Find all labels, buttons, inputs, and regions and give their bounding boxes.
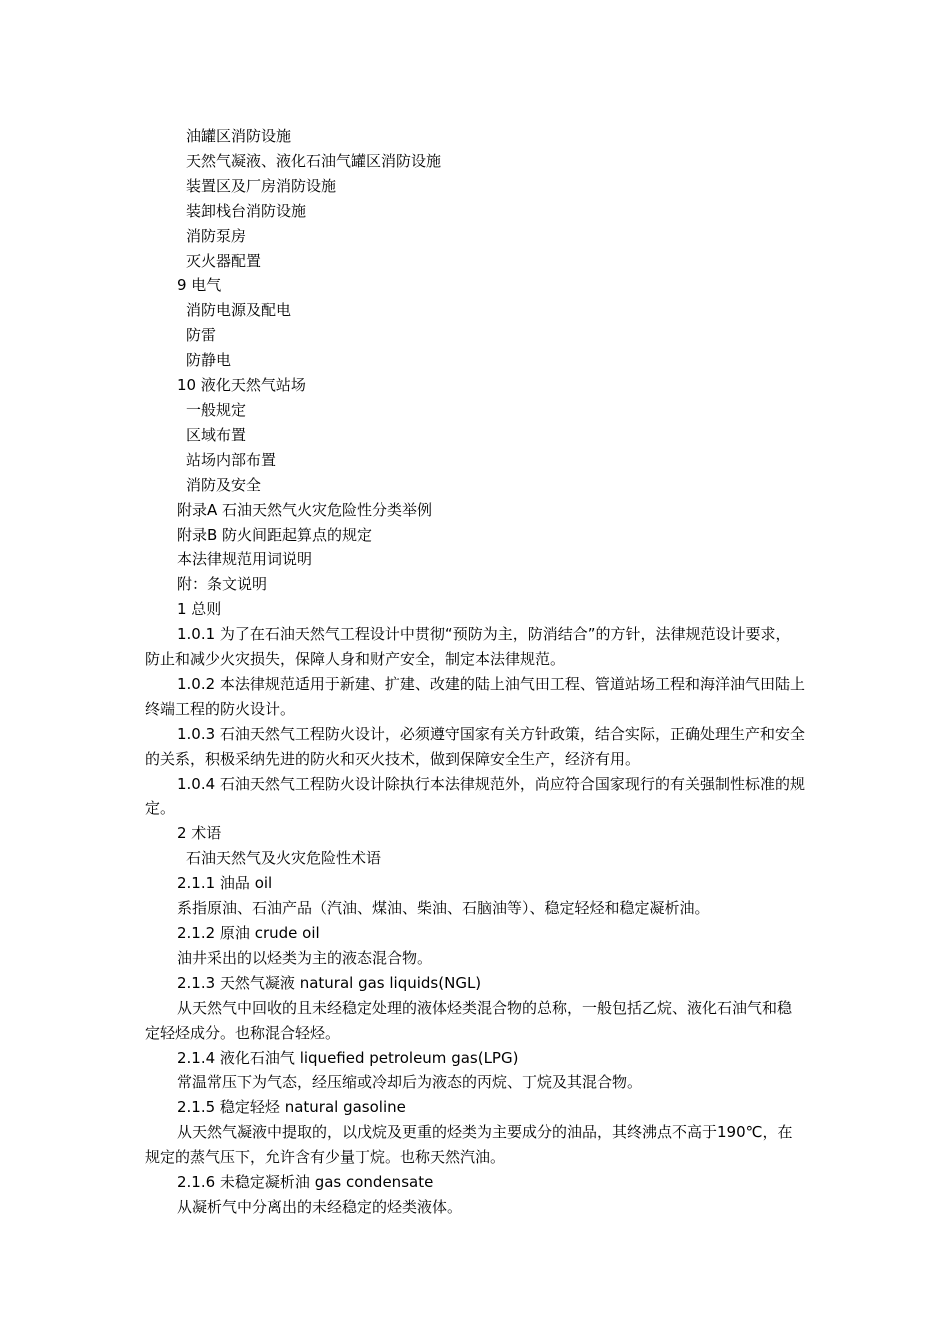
chapter-heading: 2 术语 xyxy=(177,824,222,843)
term-definition: 从天然气中回收的且未经稳定处理的液体烃类混合物的总称，一般包括乙烷、液化石油气和稳定轻烃成分。也称混合轻烃。 xyxy=(145,998,793,1042)
chapter-heading: 1 总则 xyxy=(177,600,222,619)
toc-appendix: 附录B 防火间距起算点的规定 xyxy=(177,525,373,544)
toc-notes: 附：条文说明 xyxy=(177,575,268,594)
term-definition: 从凝析气中分离出的未经稳定的烃类液体。 xyxy=(177,1197,463,1216)
clause-paragraph: 1.0.4 石油天然气工程防火设计除执行本法律规范外，尚应符合国家现行的有关强制性标准的规定。 xyxy=(145,774,805,818)
toc-item: 油罐区消防设施 xyxy=(186,127,292,145)
toc-chapter: 9 电气 xyxy=(177,276,222,295)
term-definition: 油井采出的以烃类为主的液态混合物。 xyxy=(177,948,433,967)
term-title: 2.1.4 液化石油气 liquefied petroleum gas(LPG) xyxy=(177,1048,519,1067)
document-body xyxy=(145,124,805,1220)
clause-paragraph: 1.0.3 石油天然气工程防火设计，必须遵守国家有关方针政策，结合实际，正确处理生产和安全的关系，积极采纳先进的防火和灭火技术，做到保障安全生产，经济有用。 xyxy=(145,724,805,768)
toc-item: 装卸栈台消防设施 xyxy=(186,201,307,220)
toc-item: 消防电源及配电 xyxy=(186,301,292,320)
toc-item: 灭火器配置 xyxy=(186,251,262,270)
toc-item: 消防泵房 xyxy=(186,226,247,245)
term-title: 2.1.1 油品 oil xyxy=(177,874,273,893)
term-title: 2.1.3 天然气凝液 natural gas liquids(NGL) xyxy=(177,973,482,992)
section-heading: 石油天然气及火灾危险性术语 xyxy=(186,849,382,868)
toc-appendix: 附录A 石油天然气火灾危险性分类举例 xyxy=(177,500,433,519)
term-definition: 从天然气凝液中提取的，以戊烷及更重的烃类为主要成分的油品，其终沸点不高于190℃，在规定的蒸气压下，允许含有少量丁烷。也称天然汽油。 xyxy=(145,1123,793,1167)
toc-item: 站场内部布置 xyxy=(186,450,277,469)
toc-item: 消防及安全 xyxy=(186,475,262,494)
clause-paragraph: 1.0.2 本法律规范适用于新建、扩建、改建的陆上油气田工程、管道站场工程和海洋油气田陆上终端工程的防火设计。 xyxy=(145,674,805,718)
term-title: 2.1.6 未稳定凝析油 gas condensate xyxy=(177,1173,434,1192)
toc-item: 防静电 xyxy=(186,351,232,370)
term-definition: 系指原油、石油产品（汽油、煤油、柴油、石脑油等）、稳定轻烃和稳定凝析油。 xyxy=(177,899,710,918)
toc-terms: 本法律规范用词说明 xyxy=(177,550,313,569)
toc-item: 天然气凝液、液化石油气罐区消防设施 xyxy=(186,151,442,170)
toc-item: 区域布置 xyxy=(186,425,247,444)
toc-chapter: 10 液化天然气站场 xyxy=(177,376,306,395)
term-title: 2.1.2 原油 crude oil xyxy=(177,924,320,942)
toc-item: 一般规定 xyxy=(186,400,247,419)
toc-item: 防雷 xyxy=(186,326,217,345)
term-title: 2.1.5 稳定轻烃 natural gasoline xyxy=(177,1098,406,1117)
toc-item: 装置区及厂房消防设施 xyxy=(186,176,337,195)
clause-paragraph: 1.0.1 为了在石油天然气工程设计中贯彻“预防为主，防消结合”的方针，法律规范设计要求，防止和减少火灾损失，保障人身和财产安全，制定本法律规范。 xyxy=(145,625,791,669)
term-definition: 常温常压下为气态，经压缩或冷却后为液态的丙烷、丁烷及其混合物。 xyxy=(177,1073,643,1092)
